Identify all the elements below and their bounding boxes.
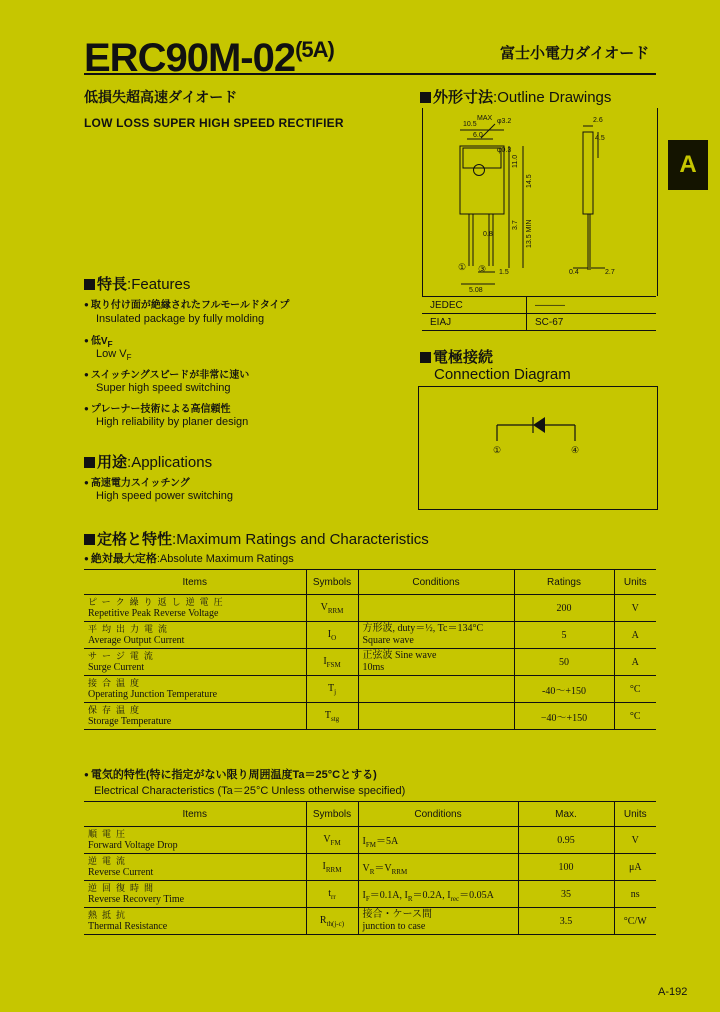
application-en: High speed power switching bbox=[96, 490, 233, 502]
applications-heading: 用途:Applications bbox=[84, 451, 212, 472]
dim-label: φ0.3 bbox=[497, 147, 512, 154]
square-bullet-icon bbox=[84, 279, 95, 290]
bullet-icon bbox=[84, 336, 91, 347]
absolute-ratings-note: ● 絶対最大定格:Absolute Maximum Ratings bbox=[84, 550, 294, 566]
table-row: 保存温度 Storage Temperature $T_{stg}$ −40～+150 °C bbox=[84, 703, 656, 730]
dim-label: 14.5 bbox=[526, 174, 533, 188]
jedec-value: ——— bbox=[527, 297, 657, 314]
page-number: A-192 bbox=[658, 986, 688, 998]
table-row bbox=[422, 314, 656, 331]
outline-drawing bbox=[423, 108, 657, 296]
feature-jp: ● 低$V_F$ bbox=[84, 332, 113, 349]
absolute-ratings-table bbox=[84, 569, 656, 730]
product-title-en: LOW LOSS SUPER HIGH SPEED RECTIFIER bbox=[84, 116, 344, 130]
title-rule bbox=[84, 73, 656, 75]
dim-label: MAX bbox=[477, 115, 493, 122]
dim-label: 4.5 bbox=[595, 135, 605, 142]
dim-label: 6.0 bbox=[473, 132, 483, 139]
feature-jp: ● プレーナー技術による高信頼性 bbox=[84, 400, 230, 415]
maker-series-jp: 富士小電力ダイオード bbox=[500, 45, 650, 62]
pin-label: ① bbox=[458, 262, 467, 272]
table-row: サージ電流 Surge Current $I_{FSM}$ 正弦波 Sine wave 10ms 50 A bbox=[84, 649, 656, 676]
package-standards-table bbox=[422, 296, 656, 331]
dim-label: 0.4 bbox=[569, 269, 579, 276]
dim-label: 0.8 bbox=[483, 231, 493, 238]
eiaj-value: SC-67 bbox=[527, 314, 657, 331]
feature-en: High reliability by planer design bbox=[96, 416, 249, 428]
square-bullet-icon bbox=[84, 457, 95, 468]
table-row: 逆回復時間 Reverse Recovery Time $t_{rr}$ $I_F=0.1A$, $I_R=0.2A$, $I_{rec}=0.05A$ 35 ns bbox=[84, 881, 656, 908]
product-title-jp: 低損失超高速ダイオード bbox=[84, 89, 238, 105]
application-jp: ● 高速電力スイッチング bbox=[84, 474, 190, 489]
dim-label: 3.7 bbox=[512, 220, 519, 230]
table-row: 順電圧 Forward Voltage Drop $V_{FM}$ $I_{FM}=5A$ 0.95 V bbox=[84, 827, 656, 854]
table-row bbox=[422, 297, 656, 314]
table-row: ピーク繰り返し逆電圧 Repetitive Peak Reverse Voltage $V_{RRM}$ 200 V bbox=[84, 595, 656, 622]
features-heading: 特長:Features bbox=[84, 273, 190, 294]
section-tab: A bbox=[668, 140, 708, 190]
col-header: Units bbox=[614, 570, 656, 595]
table-row: 接合温度 Operating Junction Temperature $T_j$ -40～+150 °C bbox=[84, 676, 656, 703]
square-bullet-icon bbox=[84, 534, 95, 545]
dim-label: 1.5 bbox=[499, 269, 509, 276]
dim-label: 2.6 bbox=[593, 117, 603, 124]
pin-label: ③ bbox=[478, 264, 487, 274]
dim-label: 11.0 bbox=[512, 154, 519, 168]
col-header: Units bbox=[614, 802, 656, 827]
electrical-heading-jp: ● 電気的特性(特に指定がない限り周囲温度Ta＝25°Cとする) bbox=[84, 766, 377, 782]
table-row: 熱抵抗 Thermal Resistance $R_{th(j-c)}$ 接合・ケース間 junction to case 3.5 °C/W bbox=[84, 908, 656, 935]
feature-en: Low $V_F$ bbox=[96, 348, 132, 363]
jedec-label: JEDEC bbox=[422, 297, 527, 314]
outline-drawing-frame bbox=[422, 108, 658, 296]
bullet-icon bbox=[84, 769, 91, 781]
table-row: 平均出力電流 Average Output Current $I_O$ 方形波, duty＝½, Tc＝134°C Square wave 5 A bbox=[84, 622, 656, 649]
pin-1-label: ① bbox=[493, 445, 502, 455]
electrical-heading-en: Electrical Characteristics (Ta＝25°C Unless otherwise specified) bbox=[94, 785, 406, 797]
dim-label: 2.7 bbox=[605, 269, 615, 276]
feature-en: Insulated package by fully molding bbox=[96, 313, 265, 325]
part-number: ERC90M-02 bbox=[84, 36, 296, 80]
square-bullet-icon bbox=[420, 352, 431, 363]
connection-heading-jp: 電極接続 bbox=[420, 346, 493, 367]
ratings-heading: 定格と特性:Maximum Ratings and Characteristics bbox=[84, 528, 429, 549]
col-header: Items bbox=[84, 802, 306, 827]
dim-label: 5.08 bbox=[469, 287, 483, 294]
connection-heading-en: Connection Diagram bbox=[434, 366, 571, 383]
feature-jp: ● 取り付け面が絶縁されたフルモールドタイプ bbox=[84, 296, 289, 311]
square-bullet-icon bbox=[420, 92, 431, 103]
electrical-characteristics-table bbox=[84, 801, 656, 935]
col-header: Conditions bbox=[358, 570, 514, 595]
bullet-icon bbox=[84, 553, 91, 565]
eiaj-label: EIAJ bbox=[422, 314, 527, 331]
feature-jp: ● スイッチングスピードが非常に速い bbox=[84, 366, 249, 381]
connection-diagram-frame bbox=[418, 386, 658, 510]
col-header: Symbols bbox=[306, 570, 358, 595]
dim-label: 13.5 MIN bbox=[526, 219, 533, 248]
col-header: Conditions bbox=[358, 802, 518, 827]
dim-label: φ3.2 bbox=[497, 118, 512, 125]
col-header: Max. bbox=[518, 802, 614, 827]
col-header: Items bbox=[84, 570, 306, 595]
pin-4-label: ④ bbox=[571, 445, 580, 455]
col-header: Symbols bbox=[306, 802, 358, 827]
outline-heading: 外形寸法:Outline Drawings bbox=[420, 86, 611, 107]
table-row: 逆電流 Reverse Current $I_{RRM}$ $V_R=V_{RRM}$ 100 μA bbox=[84, 854, 656, 881]
dim-label: 10.5 bbox=[463, 121, 477, 128]
table-header-row bbox=[84, 570, 656, 595]
feature-en: Super high speed switching bbox=[96, 382, 231, 394]
part-current-rating: (5A) bbox=[295, 37, 334, 62]
col-header: Ratings bbox=[514, 570, 614, 595]
diode-symbol bbox=[419, 387, 657, 509]
table-header-row bbox=[84, 802, 656, 827]
